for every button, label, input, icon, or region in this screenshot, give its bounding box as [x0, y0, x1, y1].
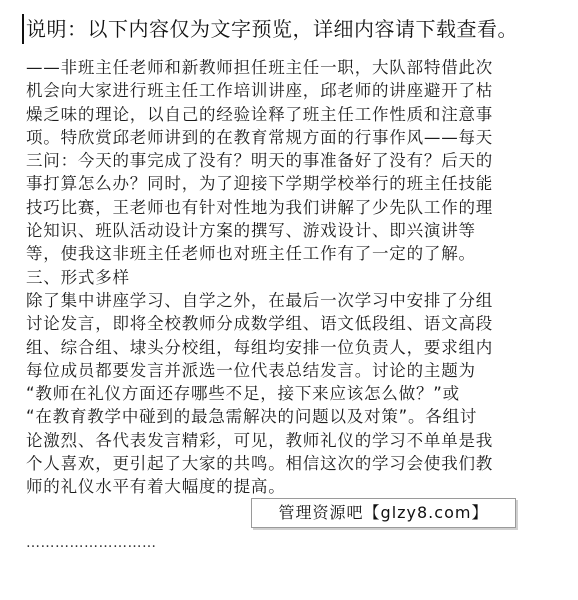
text-line: 项。特欣赏邱老师讲到的在教育常规方面的行事作风——每天: [26, 127, 494, 147]
watermark-label: 管理资源吧【glzy8.com】: [251, 498, 516, 528]
text-line: 事打算怎么办？同时，为了迎接下学期学校举行的班主任技能: [26, 174, 494, 194]
text-line: 三问：今天的事完成了没有？明天的事准备好了没有？后天的: [26, 151, 494, 171]
text-line: 师的礼仪水平有着大幅度的提高。: [26, 477, 286, 497]
text-line: “教师在礼仪方面还存哪些不足，接下来应该怎么做？”或: [26, 384, 460, 404]
text-line: 讨论发言，即将全校教师分成数学组、语文低段组、语文高段: [26, 314, 494, 334]
text-line: 技巧比赛，王老师也有针对性地为我们讲解了少先队工作的理: [26, 197, 494, 217]
text-line: 个人喜欢，更引起了大家的共鸣。相信这次的学习会使我们教: [26, 454, 494, 474]
text-line: 等，使我这非班主任老师也对班主任工作有了一定的了解。: [26, 244, 476, 264]
text-line: 论激烈、各代表发言精彩，可见，教师礼仪的学习不单单是我: [26, 430, 494, 450]
text-line: ——非班主任老师和新教师担任班主任一职，大队部特借此次: [26, 58, 494, 77]
text-line: “在教育教学中碰到的最急需解决的问题以及对策”。各组讨: [26, 407, 478, 427]
text-line: 论知识、班队活动设计方案的撰写、游戏设计、即兴演讲等: [26, 221, 476, 241]
header-cursor-bar: [22, 14, 24, 44]
document-body: [26, 56, 556, 499]
truncation-ellipsis: ………………………: [26, 535, 157, 551]
text-line: 燥乏味的理论，以自己的经验诠释了班主任工作性质和注意事: [26, 104, 494, 124]
text-line: 机会向大家进行班主任工作培训讲座，邱老师的讲座避开了枯: [26, 81, 494, 101]
preview-notice-title: 说明：以下内容仅为文字预览，详细内容请下载查看。: [26, 17, 518, 41]
text-line: 每位成员都要发言并派选一位代表总结发言。讨论的主题为: [26, 360, 476, 380]
section-heading: 三、形式多样: [26, 267, 130, 287]
text-line: 除了集中讲座学习、自学之外，在最后一次学习中安排了分组: [26, 290, 494, 310]
text-line: 组、综合组、埭头分校组，每组均安排一位负责人，要求组内: [26, 337, 494, 357]
